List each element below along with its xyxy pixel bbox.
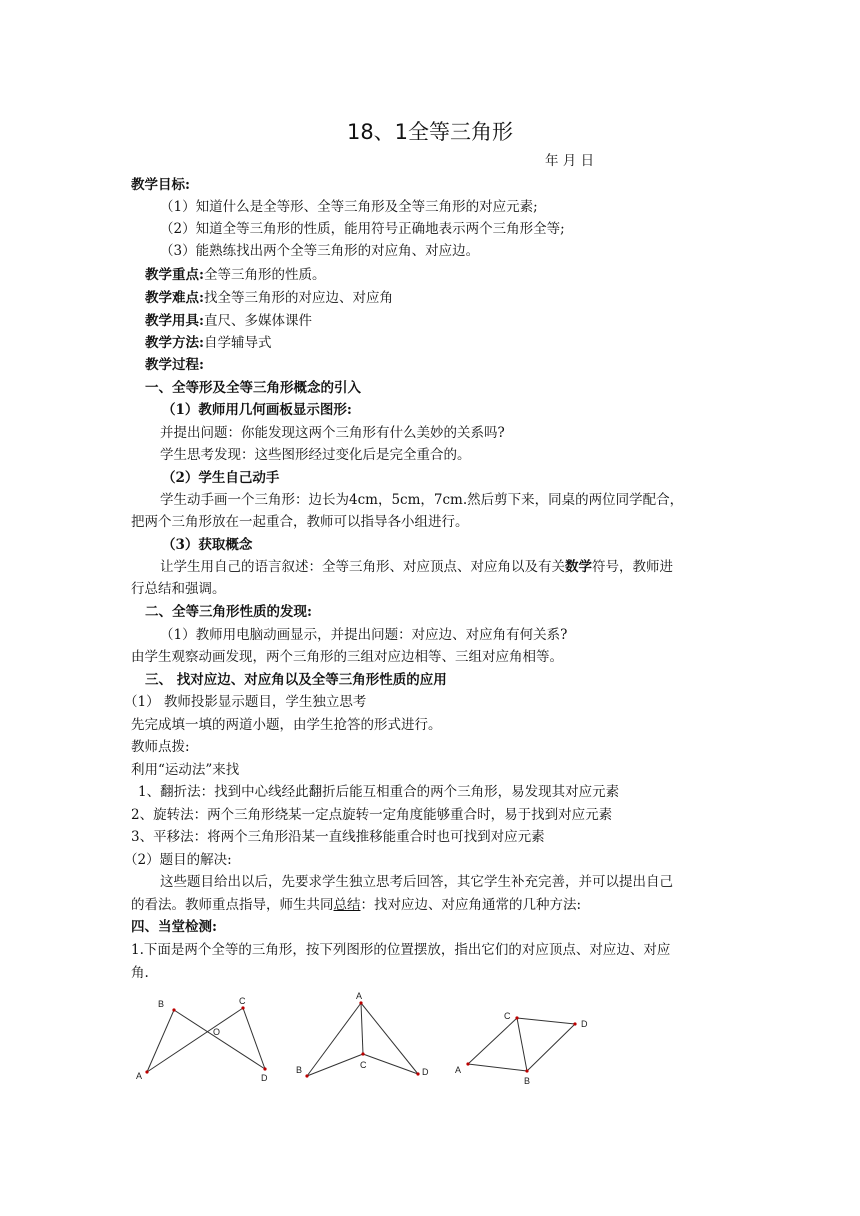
method-label: 教学方法: — [145, 335, 204, 351]
section-3-para-9b — [131, 896, 581, 914]
section-1-heading: 一、全等形及全等三角形概念的引入 — [145, 380, 361, 396]
section-3-para-2: 先完成填一填的两道小题，由学生抢答的形式进行。 — [131, 717, 442, 733]
fig2-edge-ac — [361, 1003, 363, 1054]
objectives-label: 教学目标: — [131, 177, 190, 193]
section-1-sub-3: （3）获取概念 — [162, 537, 253, 553]
method-text: 自学辅导式 — [203, 335, 272, 351]
section-3-para-8: （2）题目的解决: — [124, 852, 232, 868]
fig3-label-c: C — [504, 1011, 511, 1021]
figure-2 — [290, 988, 440, 1092]
section-3-para-3: 教师点拨: — [131, 739, 190, 755]
para-9b-underlined: 总结 — [333, 897, 361, 913]
fig2-label-d: D — [422, 1067, 429, 1077]
section-3-para-4: 利用“运动法”来找 — [131, 762, 240, 778]
fig1-label-d: D — [261, 1073, 268, 1083]
fig3-label-b: B — [524, 1076, 531, 1086]
fig3-label-a: A — [455, 1065, 462, 1075]
section-1-para-1: 并提出问题：你能发现这两个三角形有什么美妙的关系吗? — [160, 425, 505, 441]
para-4a-post: 符号，教师进 — [592, 559, 673, 575]
section-3-para-7: 3、平移法：将两个三角形沿某一直线推移能重合时也可找到对应元素 — [131, 829, 545, 845]
section-1-para-4a — [160, 558, 673, 576]
method — [145, 334, 271, 352]
section-3-para-9a: 这些题目给出以后，先要求学生独立思考后回答，其它学生补充完善，并可以提出自己 — [160, 874, 673, 890]
question-1-line-2: 角. — [131, 965, 149, 981]
key-point — [145, 266, 325, 284]
process-label: 教学过程: — [145, 357, 204, 373]
fig2-label-b: B — [296, 1065, 303, 1075]
key-text: 全等三角形的性质。 — [203, 267, 326, 283]
section-3-para-6: 2、旋转法：两个三角形绕某一定点旋转一定角度能够重合时，易于找到对应元素 — [131, 807, 613, 823]
objective-1: （1）知道什么是全等形、全等三角形及全等三角形的对应元素; — [160, 199, 538, 215]
section-1-para-3a: 学生动手画一个三角形：边长为4cm，5cm，7cm.然后剪下来，同桌的两位同学配合， — [160, 492, 684, 508]
section-1-sub-2: （2）学生自己动手 — [162, 470, 280, 486]
objective-3: （3）能熟练找出两个全等三角形的对应角、对应边。 — [160, 243, 480, 259]
section-1-sub-1: （1）教师用几何画板显示图形: — [162, 402, 352, 418]
section-1-para-4b: 行总结和强调。 — [131, 581, 226, 597]
section-2-para-2: 由学生观察动画发现，两个三角形的三组对应边相等、三组对应角相等。 — [131, 649, 563, 665]
fig1-edge-cd — [243, 1008, 265, 1069]
fig1-label-c: C — [239, 996, 246, 1006]
para-4a-bold: 数学 — [565, 559, 592, 575]
section-3-heading: 三、 找对应边、对应角以及全等三角形性质的应用 — [145, 672, 447, 688]
fig2-label-c: C — [360, 1060, 367, 1070]
section-3-para-5: 1、翻折法：找到中心线经此翻折后能互相重合的两个三角形，易发现其对应元素 — [138, 784, 620, 800]
fig3-edge-cb — [517, 1018, 527, 1071]
tools-label: 教学用具: — [145, 313, 204, 329]
section-1-para-3b: 把两个三角形放在一起重合，教师可以指导各小组进行。 — [131, 514, 469, 530]
fig3-edge-bd — [527, 1024, 575, 1071]
section-2-para-1: （1）教师用电脑动画显示，并提出问题：对应边、对应角有何关系? — [160, 627, 568, 643]
page-title: 18、1全等三角形 — [346, 120, 514, 144]
figure-3 — [450, 1005, 600, 1087]
section-2-heading: 二、全等三角形性质的发现: — [145, 604, 312, 620]
fig3-label-d: D — [581, 1019, 588, 1029]
objective-2: （2）知道全等三角形的性质，能用符号正确地表示两个三角形全等; — [160, 221, 565, 237]
section-4-heading: 四、当堂检测: — [131, 919, 217, 935]
section-1-para-2: 学生思考发现：这些图形经过变化后是完全重合的。 — [160, 447, 471, 463]
key-label: 教学重点: — [145, 267, 204, 283]
fig1-label-a: A — [136, 1071, 143, 1081]
para-4a-pre: 让学生用自己的语言叙述：全等三角形、对应顶点、对应角以及有关 — [160, 559, 565, 575]
difficulty-text: 找全等三角形的对应边、对应角 — [203, 290, 393, 306]
fig3-edge-ab — [468, 1064, 527, 1071]
section-3-para-1: （1） 教师投影显示题目，学生独立思考 — [124, 694, 367, 710]
fig2-label-a: A — [356, 991, 363, 1001]
figure-1 — [130, 992, 290, 1092]
fig1-edge-bd — [174, 1010, 265, 1069]
fig1-label-o: O — [213, 1027, 221, 1037]
difficulty-label: 教学难点: — [145, 290, 204, 306]
para-9b-post: ：找对应边、对应角通常的几种方法: — [360, 897, 582, 913]
difficulty — [145, 289, 393, 307]
question-1-line-1: 1.下面是两个全等的三角形，按下列图形的位置摆放，指出它们的对应顶点、对应边、对应 — [131, 942, 671, 958]
tools-text: 直尺、多媒体课件 — [203, 313, 312, 329]
fig3-edge-ca — [468, 1018, 517, 1064]
fig1-label-b: B — [158, 999, 165, 1009]
tools — [145, 312, 312, 330]
para-9b-pre: 的看法。教师重点指导，师生共同 — [131, 897, 334, 913]
date-line: 年 月 日 — [545, 153, 595, 169]
fig3-edge-cd — [517, 1018, 575, 1024]
